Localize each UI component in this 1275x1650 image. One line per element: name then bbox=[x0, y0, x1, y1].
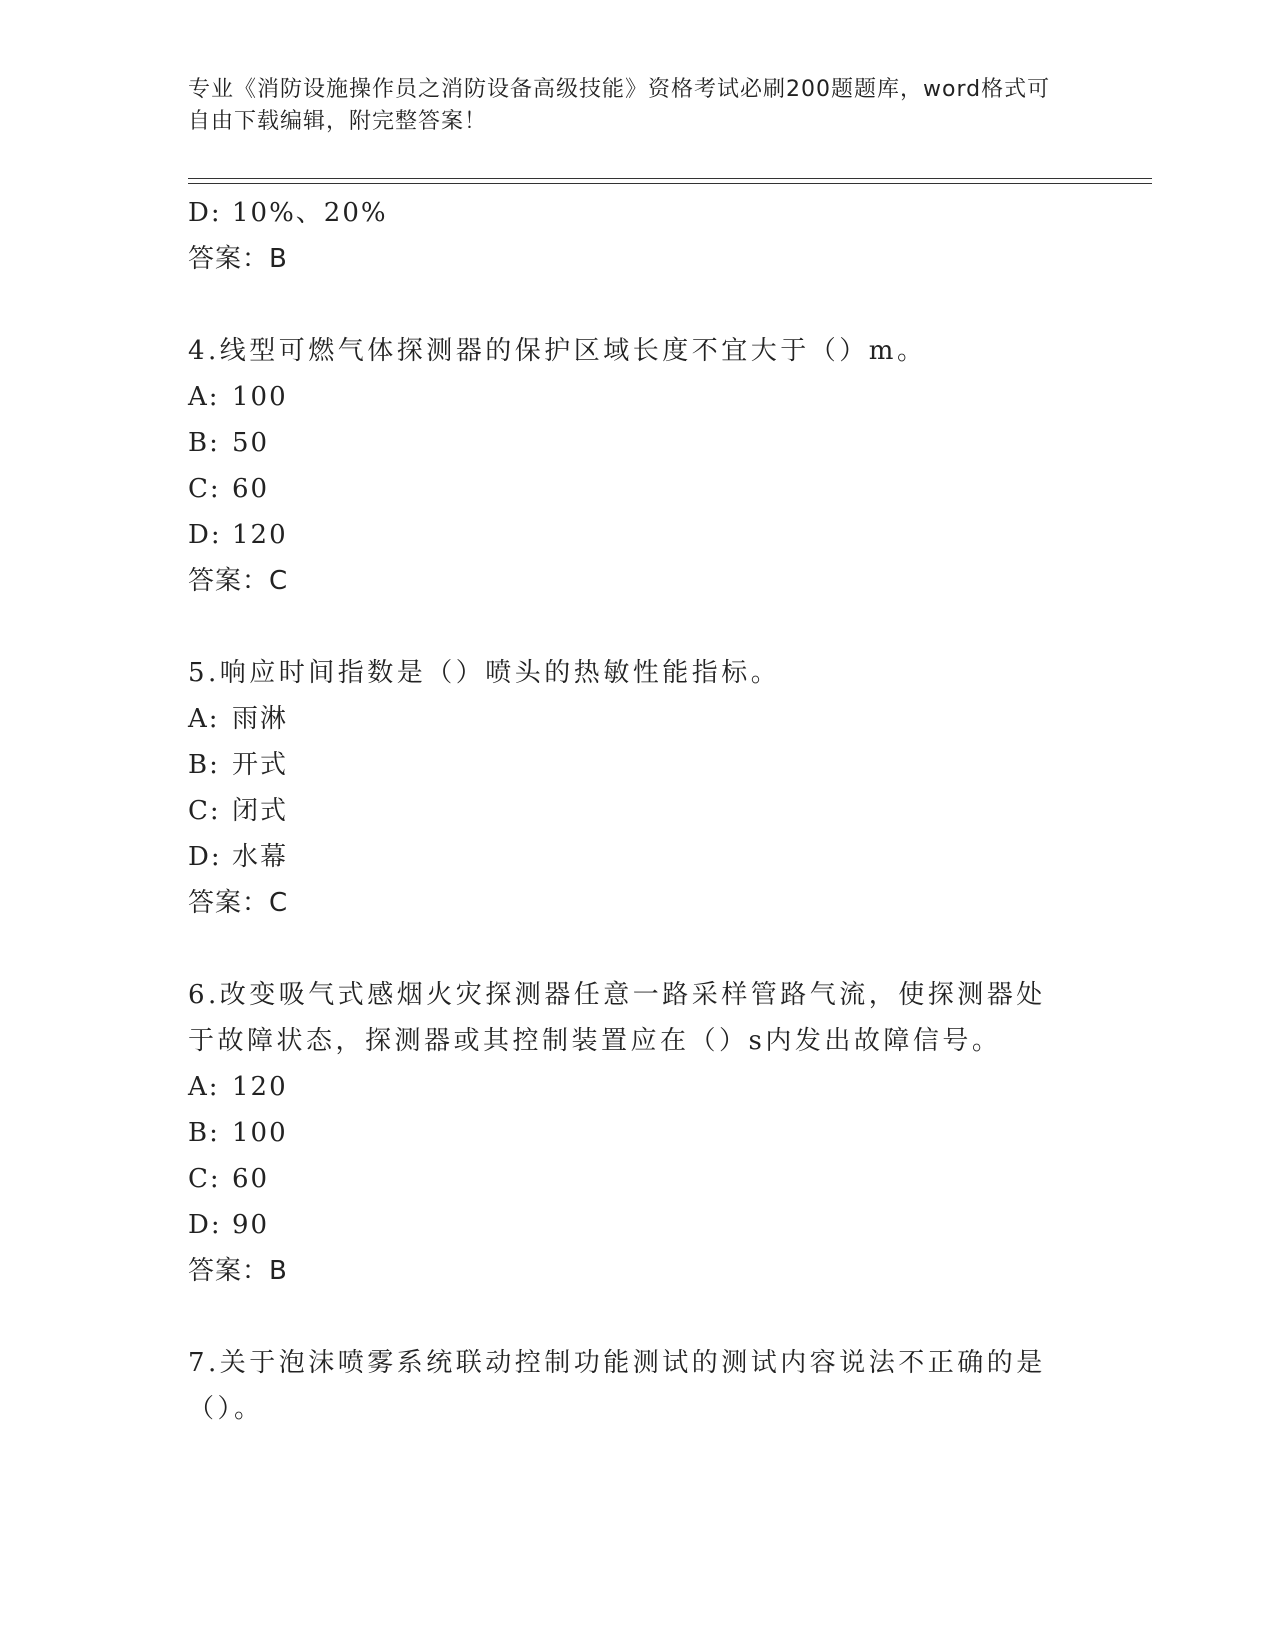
option-label: D: bbox=[188, 1210, 222, 1240]
option-d bbox=[188, 834, 1068, 880]
option-a bbox=[188, 696, 1068, 742]
answer-line: 答案：B bbox=[188, 1256, 288, 1286]
option-label: D: bbox=[188, 198, 222, 228]
option-d bbox=[188, 190, 1068, 236]
option-label: D: bbox=[188, 520, 222, 550]
option-text: 120 bbox=[232, 520, 288, 550]
spacer bbox=[188, 926, 1068, 972]
option-label: B: bbox=[188, 750, 220, 780]
option-label: B: bbox=[188, 428, 220, 458]
question-text: 5.响应时间指数是（）喷头的热敏性能指标。 bbox=[188, 658, 781, 688]
option-text: 100 bbox=[232, 382, 288, 412]
option-b bbox=[188, 420, 1068, 466]
option-a bbox=[188, 1064, 1068, 1110]
option-text: 90 bbox=[232, 1210, 270, 1240]
option-b bbox=[188, 742, 1068, 788]
option-text: 120 bbox=[232, 1072, 288, 1102]
option-text: 10%、20% bbox=[232, 198, 388, 228]
document-header: 专业《消防设施操作员之消防设备高级技能》资格考试必刷200题题库，word格式可自由下载编辑，附完整答案！ bbox=[188, 77, 1051, 134]
option-text: 100 bbox=[232, 1118, 288, 1148]
question-text: 4.线型可燃气体探测器的保护区域长度不宜大于（）m。 bbox=[188, 336, 927, 366]
option-label: A: bbox=[188, 382, 220, 412]
option-label: C: bbox=[188, 1164, 221, 1194]
option-text: 60 bbox=[232, 1164, 270, 1194]
option-a bbox=[188, 374, 1068, 420]
option-d bbox=[188, 1202, 1068, 1248]
option-b bbox=[188, 1110, 1068, 1156]
answer-line: 答案：B bbox=[188, 244, 288, 274]
answer-line: 答案：C bbox=[188, 566, 289, 596]
option-label: D: bbox=[188, 842, 222, 872]
answer-line: 答案：C bbox=[188, 888, 289, 918]
option-c bbox=[188, 788, 1068, 834]
question-text: 7.关于泡沫喷雾系统联动控制功能测试的测试内容说法不正确的是（）。 bbox=[188, 1348, 1046, 1424]
option-d bbox=[188, 512, 1068, 558]
spacer bbox=[188, 1294, 1068, 1340]
option-label: A: bbox=[188, 1072, 220, 1102]
header-rule-bottom bbox=[188, 183, 1152, 184]
option-text: 闭式 bbox=[232, 796, 289, 826]
option-text: 水幕 bbox=[232, 842, 289, 872]
option-label: C: bbox=[188, 796, 221, 826]
question-content bbox=[188, 190, 1068, 1432]
option-c bbox=[188, 1156, 1068, 1202]
option-label: B: bbox=[188, 1118, 220, 1148]
option-text: 50 bbox=[232, 428, 270, 458]
option-text: 开式 bbox=[232, 750, 289, 780]
option-text: 60 bbox=[232, 474, 270, 504]
option-text: 雨淋 bbox=[232, 704, 289, 734]
spacer bbox=[188, 282, 1068, 328]
question-text: 6.改变吸气式感烟火灾探测器任意一路采样管路气流，使探测器处于故障状态，探测器或其控制装置应在（）s内发出故障信号。 bbox=[188, 980, 1046, 1056]
question-7 bbox=[188, 1340, 1068, 1432]
header-rule-top bbox=[188, 178, 1152, 179]
option-label: A: bbox=[188, 704, 220, 734]
spacer bbox=[188, 604, 1068, 650]
question-6 bbox=[188, 972, 1068, 1294]
option-label: C: bbox=[188, 474, 221, 504]
question-4 bbox=[188, 328, 1068, 604]
question-5 bbox=[188, 650, 1068, 926]
option-c bbox=[188, 466, 1068, 512]
